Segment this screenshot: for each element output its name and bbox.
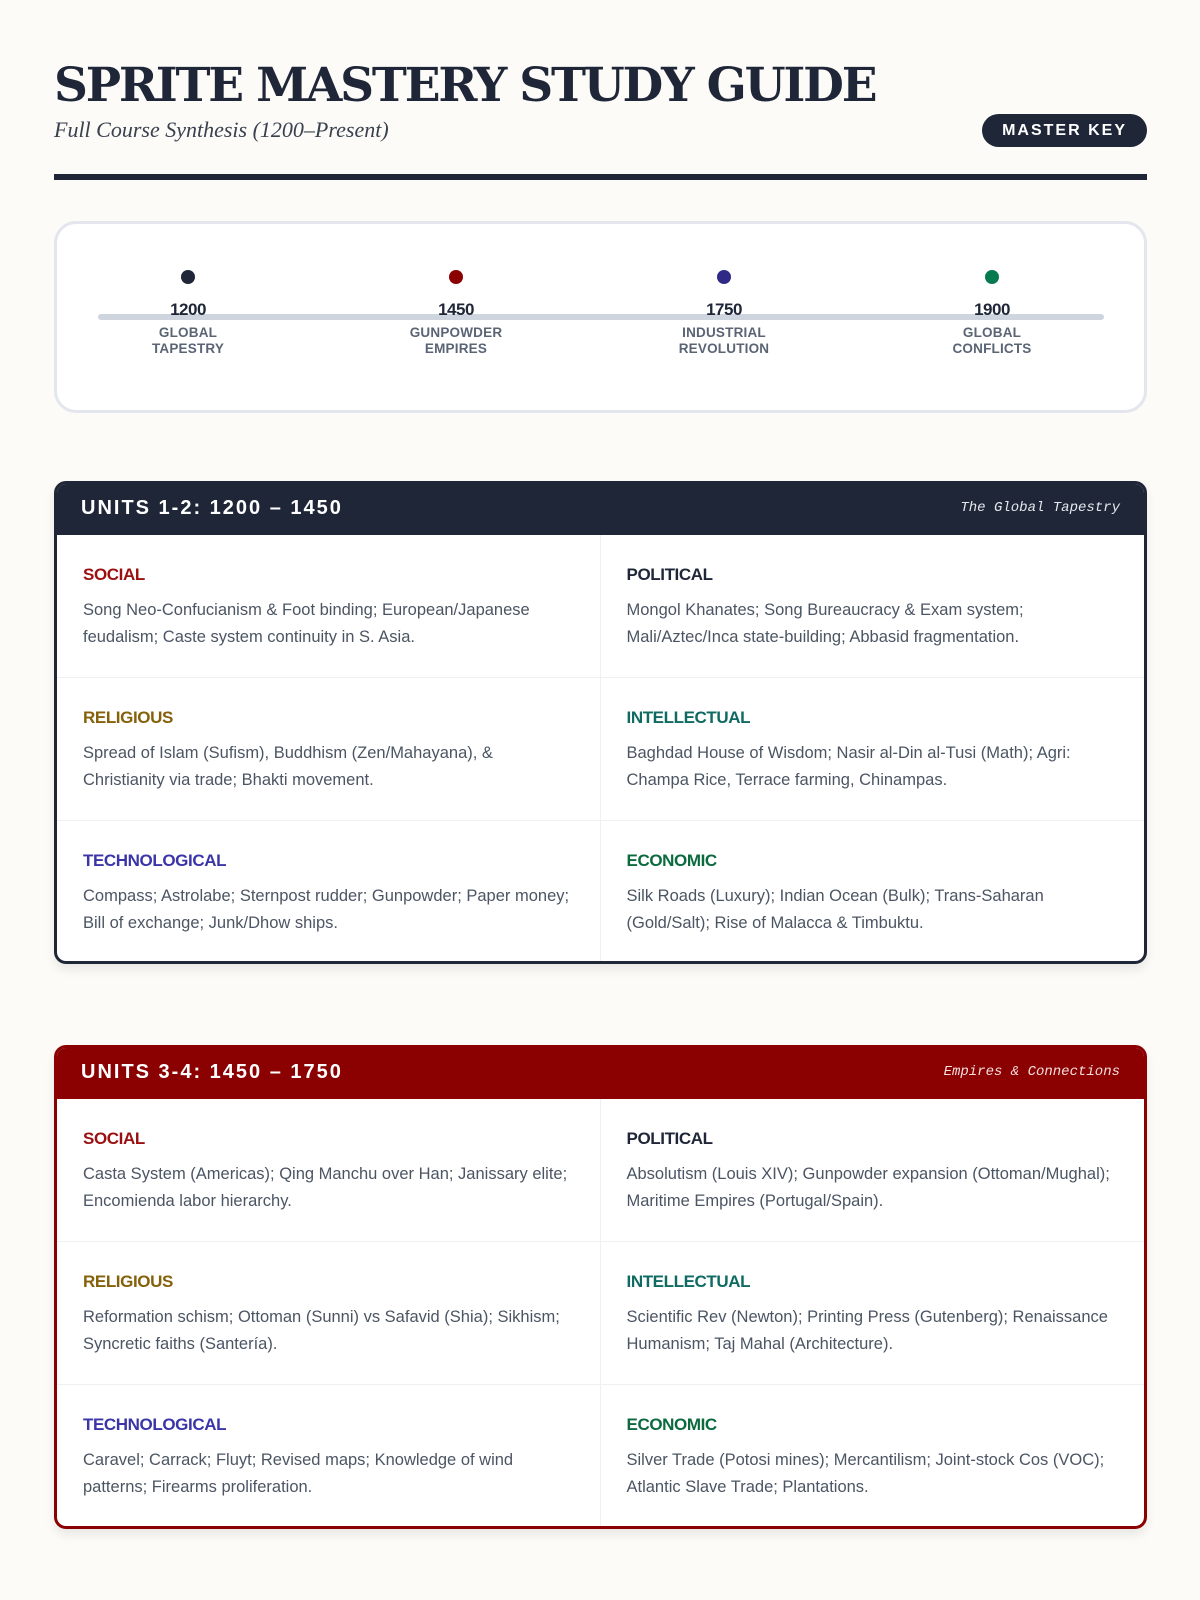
timeline-milestone (902, 270, 1082, 357)
timeline-milestone (98, 270, 278, 357)
theme-cell-social (57, 535, 601, 678)
page-header (54, 0, 1147, 176)
unit-theme: The Global Tapestry (960, 500, 1120, 516)
theme-body: Baghdad House of Wisdom; Nasir al-Din al-Tusi (Math); Agri: Champa Rice, Terrace farming, Chinampas. (626, 744, 1071, 789)
timeline-milestone (634, 270, 814, 357)
milestone-dot (717, 270, 731, 284)
master-key-badge: MASTER KEY (982, 114, 1147, 147)
unit-theme-grid (57, 535, 1144, 962)
theme-cell-religious (57, 678, 601, 821)
theme-body: Absolutism (Louis XIV); Gunpowder expansion (Ottoman/Mughal); Maritime Empires (Portugal/Spain). (626, 1165, 1110, 1210)
milestone-dot (985, 270, 999, 284)
theme-title: INTELLECTUAL (626, 708, 751, 727)
theme-title: INTELLECTUAL (626, 1272, 751, 1291)
theme-body: Silver Trade (Potosi mines); Mercantilism; Joint-stock Cos (VOC); Atlantic Slave Trade; Plantations. (626, 1451, 1105, 1496)
theme-cell-economic (601, 821, 1145, 962)
theme-body: Silk Roads (Luxury); Indian Ocean (Bulk); Trans-Saharan (Gold/Salt); Rise of Malacca & Timbuktu. (626, 887, 1044, 932)
milestone-year: 1200 (170, 300, 206, 319)
theme-cell-religious (57, 1242, 601, 1385)
milestone-label: INDUSTRIAL REVOLUTION (678, 325, 770, 356)
theme-cell-technological (57, 821, 601, 962)
milestone-dot (181, 270, 195, 284)
theme-title: POLITICAL (626, 565, 713, 584)
theme-title: POLITICAL (626, 1129, 713, 1148)
milestone-year: 1900 (974, 300, 1010, 319)
theme-title: SOCIAL (83, 565, 145, 584)
theme-title: ECONOMIC (626, 1415, 717, 1434)
timeline-milestone (366, 270, 546, 357)
theme-cell-economic (601, 1385, 1145, 1526)
milestone-year: 1450 (438, 300, 474, 319)
theme-title: SOCIAL (83, 1129, 145, 1148)
theme-cell-political (601, 535, 1145, 678)
page-title: SPRITE MASTERY STUDY GUIDE (54, 58, 876, 113)
milestone-label: GUNPOWDER EMPIRES (409, 325, 503, 356)
study-guide-page (54, 0, 1147, 1496)
timeline-card (54, 221, 1147, 413)
theme-body: Song Neo-Confucianism & Foot binding; European/Japanese feudalism; Caste system continuity in S. Asia. (83, 601, 530, 646)
theme-title: RELIGIOUS (83, 708, 173, 727)
milestone-dot (449, 270, 463, 284)
milestone-label: GLOBAL TAPESTRY (151, 325, 225, 356)
theme-cell-political (601, 1099, 1145, 1242)
milestone-label: GLOBAL CONFLICTS (952, 325, 1032, 356)
theme-title: RELIGIOUS (83, 1272, 173, 1291)
theme-body: Mongol Khanates; Song Bureaucracy & Exam system; Mali/Aztec/Inca state-building; Abbasid fragmentation. (626, 601, 1024, 646)
unit-theme: Empires & Connections (943, 1064, 1120, 1080)
unit-title: UNITS 1-2: 1200 – 1450 (81, 497, 343, 519)
header-divider (54, 174, 1147, 180)
unit-card-1-2 (54, 481, 1147, 964)
unit-header (57, 484, 1144, 535)
milestone-year: 1750 (706, 300, 742, 319)
unit-header (57, 1048, 1144, 1099)
theme-title: TECHNOLOGICAL (83, 851, 227, 870)
page-subtitle: Full Course Synthesis (1200–Present) (54, 117, 389, 142)
theme-body: Caravel; Carrack; Fluyt; Revised maps; Knowledge of wind patterns; Firearms proliferation. (83, 1451, 514, 1496)
theme-body: Reformation schism; Ottoman (Sunni) vs Safavid (Shia); Sikhism; Syncretic faiths (Santería). (83, 1308, 560, 1353)
theme-body: Casta System (Americas); Qing Manchu over Han; Janissary elite; Encomienda labor hierarchy. (83, 1165, 568, 1210)
theme-cell-technological (57, 1385, 601, 1526)
theme-cell-intellectual (601, 678, 1145, 821)
theme-body: Spread of Islam (Sufism), Buddhism (Zen/Mahayana), & Christianity via trade; Bhakti movement. (83, 744, 493, 789)
theme-body: Compass; Astrolabe; Sternpost rudder; Gunpowder; Paper money; Bill of exchange; Junk/Dhow ships. (83, 887, 570, 932)
theme-body: Scientific Rev (Newton); Printing Press (Gutenberg); Renaissance Humanism; Taj Mahal (Architecture). (626, 1308, 1108, 1353)
theme-cell-intellectual (601, 1242, 1145, 1385)
unit-title: UNITS 3-4: 1450 – 1750 (81, 1061, 343, 1083)
unit-theme-grid (57, 1099, 1144, 1526)
theme-title: TECHNOLOGICAL (83, 1415, 227, 1434)
theme-title: ECONOMIC (626, 851, 717, 870)
unit-card-3-4 (54, 1045, 1147, 1529)
theme-cell-social (57, 1099, 601, 1242)
